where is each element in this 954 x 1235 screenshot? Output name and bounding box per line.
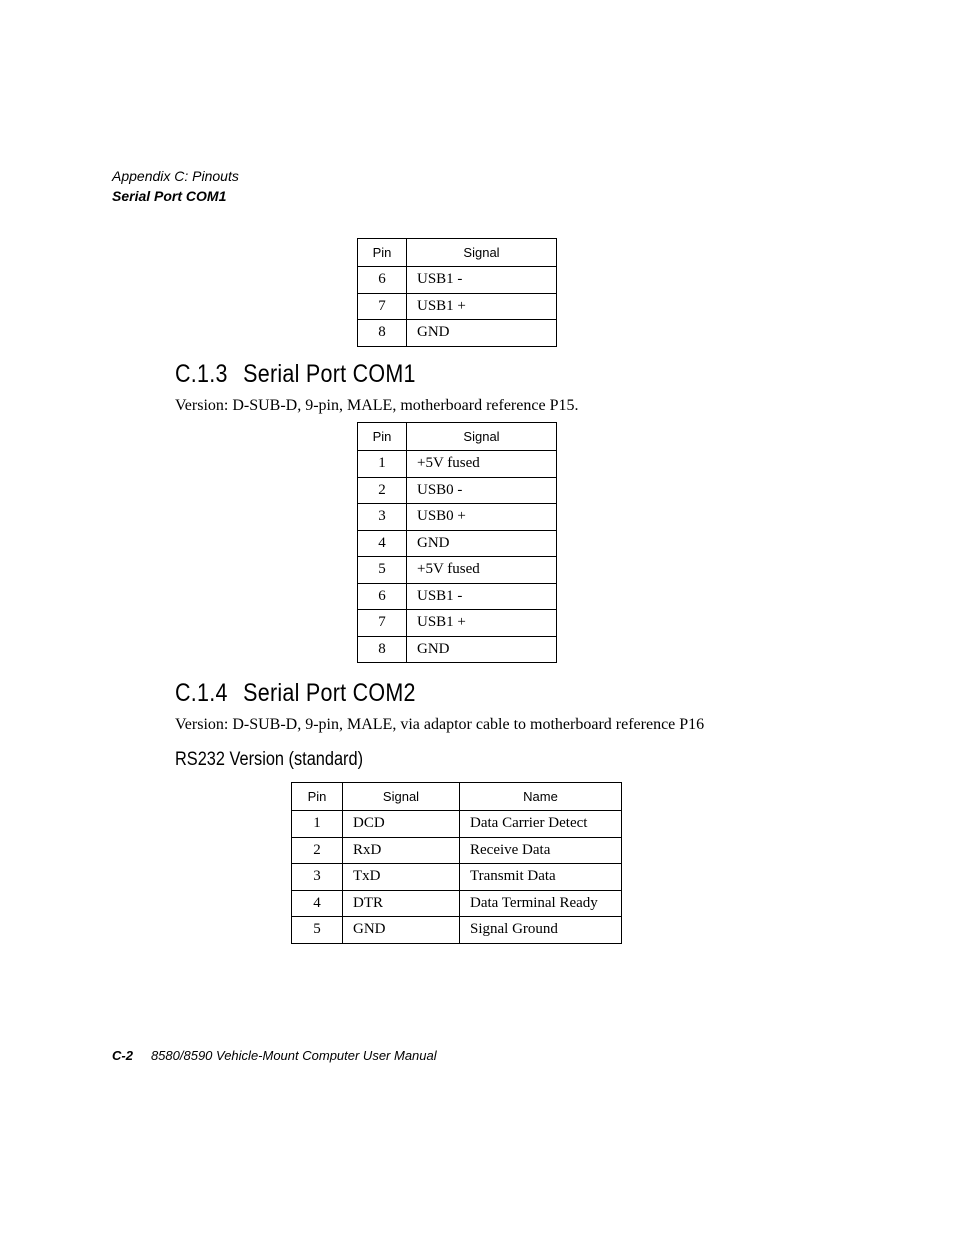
signal-cell: GND (407, 530, 557, 557)
signal-cell: +5V fused (407, 557, 557, 584)
table-row (358, 451, 557, 478)
table-row (358, 610, 557, 637)
signal-cell: GND (407, 320, 557, 347)
name-cell: Receive Data (460, 837, 622, 864)
pin-cell: 1 (292, 811, 343, 838)
name-cell: Data Terminal Ready (460, 890, 622, 917)
pinout-table-continued (357, 238, 557, 347)
section-heading-com1 (175, 360, 416, 389)
pinout-table-com1 (357, 422, 557, 663)
signal-cell: USB1 + (407, 293, 557, 320)
version-text-com1: Version: D-SUB-D, 9-pin, MALE, motherboard reference P15. (175, 397, 579, 414)
table-row (358, 557, 557, 584)
pin-cell: 5 (358, 557, 407, 584)
table-row (292, 890, 622, 917)
signal-cell: USB0 + (407, 504, 557, 531)
name-cell: Signal Ground (460, 917, 622, 944)
signal-cell: DTR (343, 890, 460, 917)
table-row (358, 477, 557, 504)
table-row (358, 530, 557, 557)
table-row (292, 917, 622, 944)
table-row (358, 293, 557, 320)
manual-title: 8580/8590 Vehicle-Mount Computer User Manual (150, 1048, 437, 1063)
table-header-signal: Signal (407, 423, 557, 451)
section-heading-com2 (175, 679, 416, 708)
pin-cell: 3 (358, 504, 407, 531)
running-header-section: Serial Port COM1 (112, 188, 227, 204)
signal-cell: TxD (343, 864, 460, 891)
table-row (358, 267, 557, 294)
pin-cell: 4 (358, 530, 407, 557)
signal-cell: USB1 - (407, 267, 557, 294)
signal-cell: USB1 + (407, 610, 557, 637)
table-header-signal: Signal (343, 783, 460, 811)
section-number: C.1.4 (175, 679, 228, 707)
signal-cell: +5V fused (407, 451, 557, 478)
table-row (358, 583, 557, 610)
pin-cell: 5 (292, 917, 343, 944)
signal-cell: USB1 - (407, 583, 557, 610)
section-number: C.1.3 (175, 360, 228, 388)
section-title: Serial Port COM1 (243, 360, 416, 388)
pin-cell: 7 (358, 293, 407, 320)
section-title: Serial Port COM2 (243, 679, 416, 707)
table-header-name: Name (460, 783, 622, 811)
pin-cell: 7 (358, 610, 407, 637)
table-row (292, 837, 622, 864)
pin-cell: 2 (358, 477, 407, 504)
pinout-table-com2 (291, 782, 622, 944)
pin-cell: 8 (358, 320, 407, 347)
name-cell: Data Carrier Detect (460, 811, 622, 838)
signal-cell: GND (343, 917, 460, 944)
page-number: C-2 (112, 1048, 133, 1063)
signal-cell: RxD (343, 837, 460, 864)
pin-cell: 2 (292, 837, 343, 864)
pin-cell: 1 (358, 451, 407, 478)
version-text-com2: Version: D-SUB-D, 9-pin, MALE, via adaptor cable to motherboard reference P16 (175, 716, 705, 733)
pin-cell: 6 (358, 267, 407, 294)
table-row (292, 811, 622, 838)
table-header-signal: Signal (407, 239, 557, 267)
page-footer (112, 1048, 437, 1063)
subheading-rs232: RS232 Version (standard) (175, 749, 364, 770)
name-cell: Transmit Data (460, 864, 622, 891)
signal-cell: GND (407, 636, 557, 663)
table-row (358, 636, 557, 663)
pin-cell: 3 (292, 864, 343, 891)
signal-cell: DCD (343, 811, 460, 838)
table-header-pin: Pin (292, 783, 343, 811)
table-row (358, 320, 557, 347)
table-row (358, 504, 557, 531)
pin-cell: 6 (358, 583, 407, 610)
pin-cell: 4 (292, 890, 343, 917)
pin-cell: 8 (358, 636, 407, 663)
table-header-pin: Pin (358, 239, 407, 267)
running-header-chapter: Appendix C: Pinouts (112, 168, 239, 184)
table-header-pin: Pin (358, 423, 407, 451)
table-row (292, 864, 622, 891)
signal-cell: USB0 - (407, 477, 557, 504)
